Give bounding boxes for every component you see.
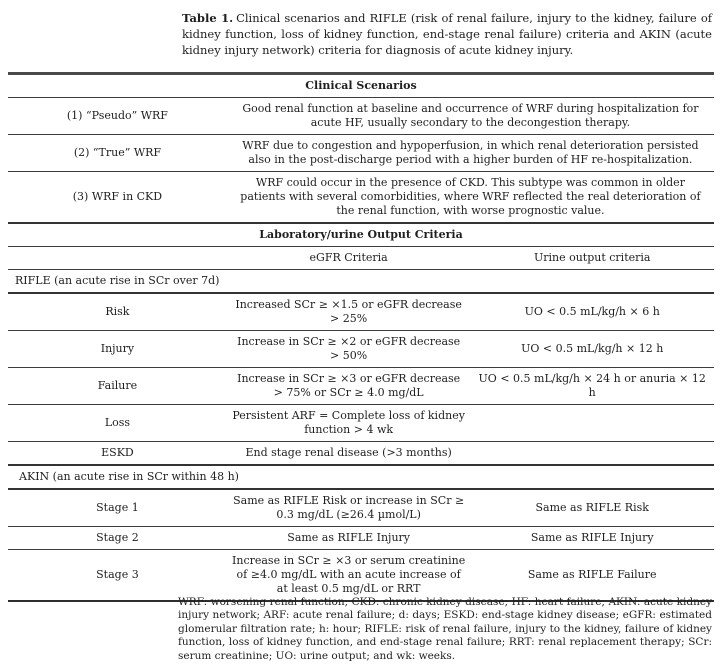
section-header-clinical-scenarios: Clinical Scenarios [305,79,417,92]
row-desc-pseudo-wrf: Good renal function at baseline and occurrence of WRF during hospitalization for acute HF, usually secondary to the decongestion therapy. [227,98,714,135]
row-label-stage3: Stage 3 [8,550,227,602]
row-desc-true-wrf: WRF due to congestion and hypoperfusion, in which renal deterioration persisted also in the post-discharge period with a higher burden of HF re-hospitalization. [227,135,714,172]
row-label-pseudo-wrf: (1) “Pseudo” WRF [8,98,227,135]
row-label-risk: Risk [8,293,227,331]
column-header-urine: Urine output criteria [470,247,714,270]
cell-failure-egfr: Increase in SCr ≥ ×3 or eGFR decrease > 75% or SCr ≥ 4.0 mg/dL [227,368,471,405]
cell-failure-urine: UO < 0.5 mL/kg/h × 24 h or anuria × 12 h [470,368,714,405]
column-header-row [8,247,714,270]
table-caption [182,10,712,58]
table-row-stage1 [8,489,714,527]
row-desc-wrf-in-ckd: WRF could occur in the presence of CKD. This subtype was common in older patients with several comorbidities, where WRF reflected the real deterioration of the renal function, with worse prognostic value. [227,172,714,224]
table-footnote: WRF: worsening renal function; CKD: chronic kidney disease; HF: heart failure; AKIN: acute kidney injury network; ARF: acute renal failure; d: days; ESKD: end-stage kidney disease; eGFR: estimated glomerular filtration rate; h: hour; RIFLE: risk of renal failure, injury to the kidney, failure of kidney function, loss of kidney function, and end-stage renal failure; RRT: renal replacement therapy; SCr: serum creatinine; UO: urine output; and wk: weeks. [178,596,712,662]
table-row-loss [8,405,714,442]
cell-eskd-egfr: End stage renal disease (>3 months) [227,442,471,466]
cell-stage3-egfr: Increase in SCr ≥ ×3 or serum creatinine of ≥4.0 mg/dL with an acute increase of at least 0.5 mg/dL or RRT [227,550,471,602]
table-row-injury [8,331,714,368]
cell-stage1-egfr: Same as RIFLE Risk or increase in SCr ≥ 0.3 mg/dL (≥26.4 µmol/L) [227,489,471,527]
cell-loss-egfr: Persistent ARF = Complete loss of kidney function > 4 wk [227,405,471,442]
cell-stage3-urine: Same as RIFLE Failure [470,550,714,602]
cell-risk-egfr: Increased SCr ≥ ×1.5 or eGFR decrease > 25% [227,293,471,331]
table-row [8,172,714,224]
table-row-stage2 [8,527,714,550]
group-label-rifle: RIFLE (an acute rise in SCr over 7d) [8,270,714,294]
row-label-stage1: Stage 1 [8,489,227,527]
group-row-rifle [8,270,714,294]
group-label-akin: AKIN (an acute rise in SCr within 48 h) [19,470,239,483]
column-header-empty [8,247,227,270]
section-header-laboratory-urine: Laboratory/urine Output Criteria [8,223,714,247]
table-row [8,135,714,172]
cell-risk-urine: UO < 0.5 mL/kg/h × 6 h [470,293,714,331]
row-label-loss: Loss [8,405,227,442]
cell-injury-egfr: Increase in SCr ≥ ×2 or eGFR decrease > 50% [227,331,471,368]
table-row-eskd [8,442,714,466]
caption-text: Clinical scenarios and RIFLE (risk of renal failure, injury to the kidney, failure of kidney function, loss of kidney function, end-stage renal failure) criteria and AKIN (acute kidney injury network) criteria for diagnosis of acute kidney injury. [182,11,712,57]
table-row-stage3 [8,550,714,602]
row-label-injury: Injury [8,331,227,368]
cell-stage2-urine: Same as RIFLE Injury [470,527,714,550]
cell-eskd-urine [470,442,714,466]
cell-injury-urine: UO < 0.5 mL/kg/h × 12 h [470,331,714,368]
table-row [8,98,714,135]
section-row-clinical [8,74,714,98]
section-row-laboratory [8,223,714,247]
group-label-akin-cell [8,465,714,489]
cell-stage2-egfr: Same as RIFLE Injury [227,527,471,550]
row-label-stage2: Stage 2 [8,527,227,550]
row-label-wrf-in-ckd: (3) WRF in CKD [8,172,227,224]
table-1 [8,72,714,602]
group-row-akin [8,465,714,489]
row-label-eskd: ESKD [8,442,227,466]
row-label-failure: Failure [8,368,227,405]
row-label-true-wrf: (2) “True” WRF [8,135,227,172]
cell-loss-urine [470,405,714,442]
cell-stage1-urine: Same as RIFLE Risk [470,489,714,527]
table-row-failure [8,368,714,405]
column-header-egfr: eGFR Criteria [227,247,471,270]
caption-label: Table 1. [182,11,234,25]
table-row-risk [8,293,714,331]
